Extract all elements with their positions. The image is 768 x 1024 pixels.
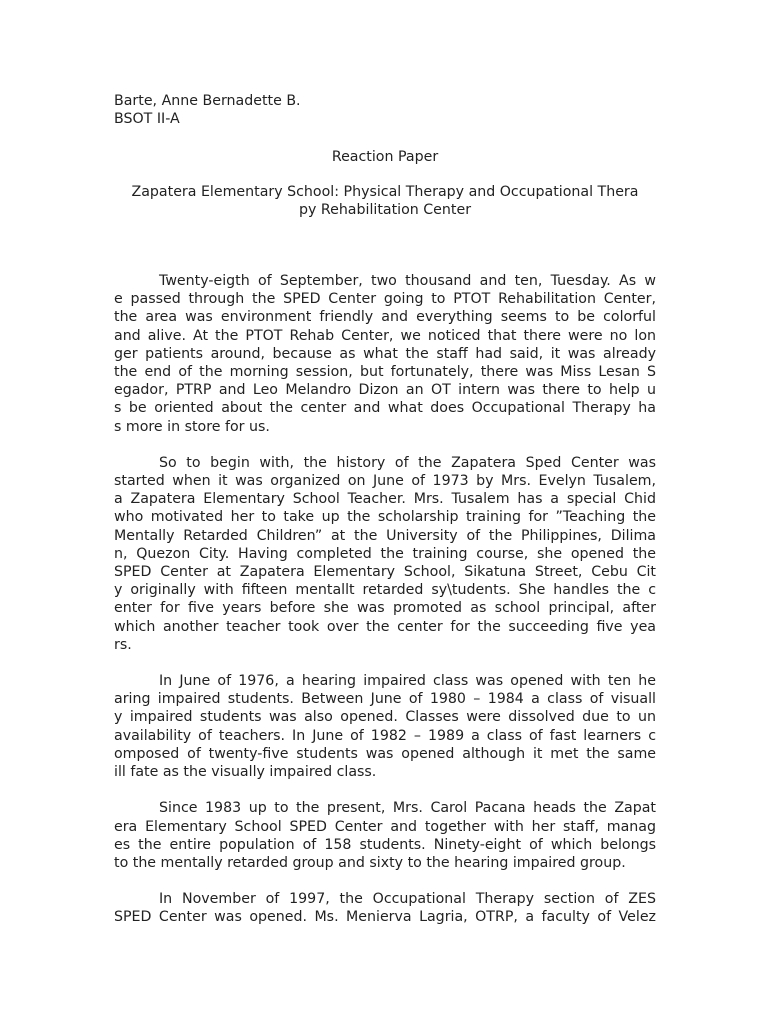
paragraph-line: egador, PTRP and Leo Melandro Dizon an OT intern was there to help u bbox=[114, 382, 656, 399]
paragraph-line: n, Quezon City. Having completed the training course, she opened the bbox=[114, 545, 656, 562]
author-name: Barte, Anne Bernadette B. bbox=[114, 93, 301, 109]
paragraph-line: Mentally Retarded Children” at the University of the Philippines, Dilima bbox=[114, 527, 656, 544]
paragraph-1 bbox=[114, 272, 656, 436]
paragraph-line: which another teacher took over the center for the succeeding five yea bbox=[114, 618, 656, 635]
paragraph-line: rs. bbox=[114, 636, 132, 653]
document-page bbox=[114, 92, 656, 927]
paragraph-line: a Zapatera Elementary School Teacher. Mrs. Tusalem has a special Chid bbox=[114, 491, 656, 508]
document-subtitle bbox=[114, 183, 656, 219]
paragraph-line: y originally with fifteen mentallt retarded sy\tudents. She handles the c bbox=[114, 582, 656, 599]
course-section: BSOT II-A bbox=[114, 111, 180, 128]
paragraph-line: availability of teachers. In June of 1982 – 1989 a class of fast learners c bbox=[114, 727, 656, 744]
paragraph-line: the area was environment friendly and everything seems to be colorful bbox=[114, 309, 656, 326]
paragraph-line: In November of 1997, the Occupational Therapy section of ZES bbox=[159, 891, 656, 908]
paragraph-line: aring impaired students. Between June of 1980 – 1984 a class of visuall bbox=[114, 691, 656, 708]
paragraph-3 bbox=[114, 672, 656, 781]
paragraph-4 bbox=[114, 799, 656, 872]
paragraph-line: es the entire population of 158 students. Ninety-eight of which belongs bbox=[114, 836, 656, 853]
paragraph-line: ill fate as the visually impaired class. bbox=[114, 764, 377, 781]
paragraph-5 bbox=[114, 890, 656, 926]
subtitle-line: py Rehabilitation Center bbox=[298, 201, 472, 218]
paragraph-line: started when it was organized on June of 1973 by Mrs. Evelyn Tusalem, bbox=[114, 473, 656, 490]
paragraph-line: s more in store for us. bbox=[114, 418, 270, 435]
paragraph-line: Twenty-eigth of September, two thousand and ten, Tuesday. As w bbox=[159, 273, 656, 290]
document-title: Reaction Paper bbox=[331, 149, 439, 166]
paragraph-line: ger patients around, because as what the staff had said, it was already bbox=[114, 345, 656, 362]
paragraph-line: the end of the morning session, but fortunately, there was Miss Lesan S bbox=[114, 364, 656, 381]
paragraph-line: omposed of twenty-five students was opened although it met the same bbox=[114, 745, 656, 762]
paragraph-line: SPED Center was opened. Ms. Menierva Lagria, OTRP, a faculty of Velez bbox=[114, 909, 656, 926]
paragraph-2 bbox=[114, 454, 656, 654]
paragraph-line: and alive. At the PTOT Rehab Center, we noticed that there were no lon bbox=[114, 327, 656, 344]
subtitle-line: Zapatera Elementary School: Physical Therapy and Occupational Thera bbox=[131, 183, 639, 200]
paragraph-line: who motivated her to take up the scholarship training for ”Teaching the bbox=[114, 509, 656, 526]
paragraph-line: enter for five years before she was promoted as school principal, after bbox=[114, 600, 656, 617]
paragraph-line: to the mentally retarded group and sixty to the hearing impaired group. bbox=[114, 854, 626, 871]
paragraph-line: So to begin with, the history of the Zapatera Sped Center was bbox=[159, 454, 656, 471]
paragraph-line: s be oriented about the center and what does Occupational Therapy ha bbox=[114, 400, 656, 417]
paragraph-line: era Elementary School SPED Center and together with her staff, manag bbox=[114, 818, 656, 835]
paragraph-line: e passed through the SPED Center going to PTOT Rehabilitation Center, bbox=[114, 291, 656, 308]
paragraph-line: y impaired students was also opened. Classes were dissolved due to un bbox=[114, 709, 656, 726]
paragraph-line: In June of 1976, a hearing impaired class was opened with ten he bbox=[159, 673, 656, 690]
paragraph-line: SPED Center at Zapatera Elementary School, Sikatuna Street, Cebu Cit bbox=[114, 564, 656, 581]
paragraph-line: Since 1983 up to the present, Mrs. Carol Pacana heads the Zapat bbox=[159, 800, 656, 817]
